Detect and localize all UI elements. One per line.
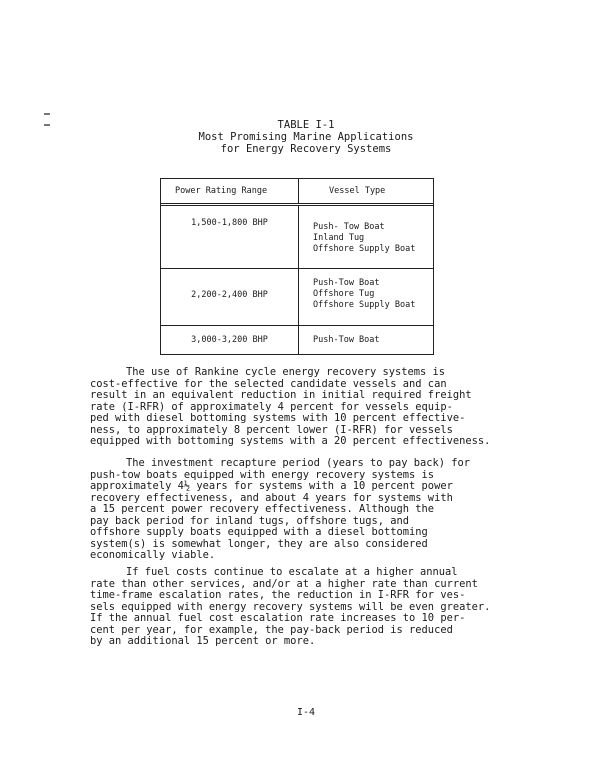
power-range-cell: 3,000-3,200 BHP [161, 326, 299, 354]
table-caption-line-1: Most Promising Marine Applications [198, 131, 414, 143]
header-power-rating: Power Rating Range [161, 179, 299, 203]
paragraph-payback-period: The investment recapture period (years to pay back) for push-tow boats equipped with energy recovery systems is approximately 4½ years for systems with a 10 percent power recovery effectiveness, and about 4 years for systems with a 15 percent power recovery effectiveness. Although the pay back period for inland tugs, offshore tugs, and offshore supply boats equipped with a diesel bottoming system(s) is somewhat longer, they are also considered economically viable. [90, 457, 471, 561]
vessel-type-cell: Push-Tow Boat [313, 335, 380, 345]
header-vessel-type: Vessel Type [329, 185, 386, 196]
power-range-cell: 1,500-1,800 BHP [161, 206, 299, 268]
table-row [161, 206, 433, 269]
scan-speck [44, 113, 50, 115]
scan-speck [44, 124, 50, 126]
paragraph-rankine-cost: The use of Rankine cycle energy recovery systems is cost-effective for the selected candidate vessels and can result in an equivalent reduction in initial required freight rate (I-RFR) of approximately 4 percent for vessels equip- ped with diesel bottoming systems with 10 percent effective- ness, to approximately 8 percent lower (I-RFR) for vessels equipped with bottoming systems with a 20 percent effectiveness. [90, 366, 491, 447]
table-title [150, 119, 462, 155]
table-header-row [161, 179, 433, 206]
vessel-type-cell: Push-Tow Boat Offshore Tug Offshore Supply Boat [313, 278, 416, 310]
table-caption-line-2: for Energy Recovery Systems [220, 143, 392, 155]
vessel-type-cell: Push- Tow Boat Inland Tug Offshore Supply Boat [313, 222, 416, 254]
paragraph-fuel-escalation: If fuel costs continue to escalate at a higher annual rate than other services, and/or at a higher rate than current time-frame escalation rates, the reduction in I-RFR for ves- sels equipped with energy recovery systems will be even greater. If the annual fuel cost escalation rate increases to 10 per- cent per year, for example, the pay-back period is reduced by an additional 15 percent or more. [90, 566, 491, 647]
table-number: TABLE I-1 [277, 119, 335, 131]
applications-table [160, 178, 434, 355]
page-number: I-4 [296, 707, 316, 718]
table-row [161, 269, 433, 326]
table-row [161, 326, 433, 354]
power-range-cell: 2,200-2,400 BHP [161, 269, 299, 325]
